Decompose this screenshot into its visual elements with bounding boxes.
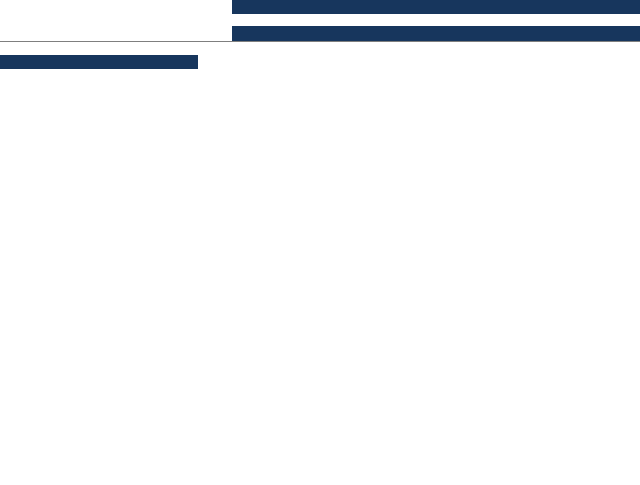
section-title: [0, 55, 198, 69]
year-2026: [392, 26, 474, 41]
year-header-bar: [232, 26, 640, 41]
header-divider: [0, 41, 640, 42]
year-2024: [232, 26, 312, 41]
year-2027: [474, 26, 557, 41]
sheet-title: [232, 0, 640, 14]
year-2025: [312, 26, 392, 41]
year-2028: [557, 26, 638, 41]
